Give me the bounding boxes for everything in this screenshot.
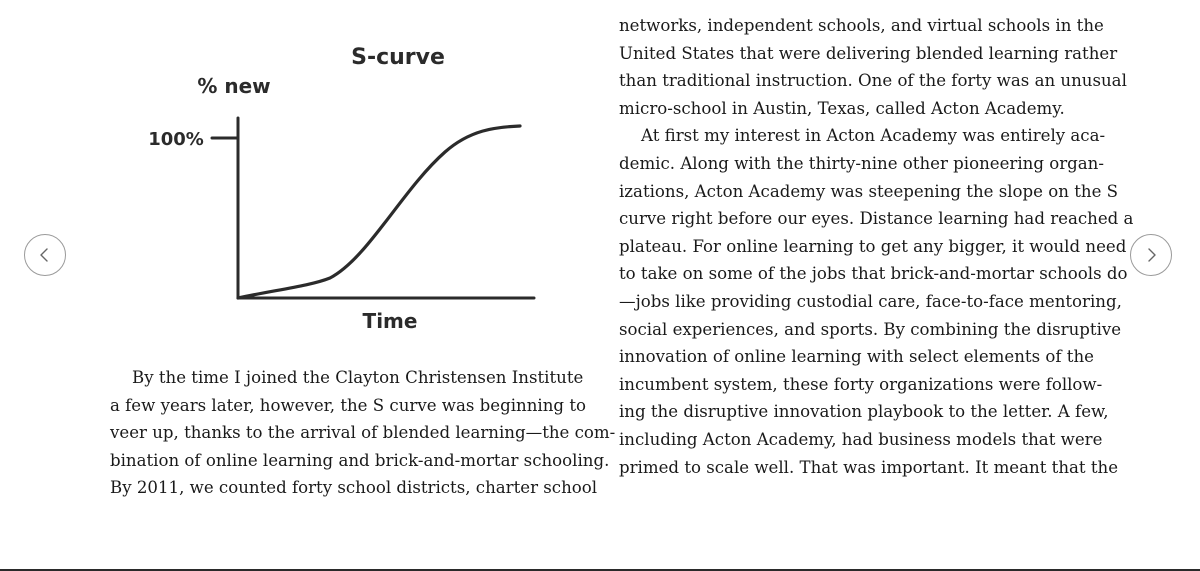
text-line: incumbent system, these forty organizations were follow- [619, 374, 1103, 394]
paragraph [110, 364, 616, 502]
chevron-right-icon [1143, 247, 1159, 263]
text-line: curve right before our eyes. Distance learning had reached a [619, 209, 1134, 229]
text-line: izations, Acton Academy was steepening the slope on the S [619, 181, 1119, 201]
text-line: ing the disruptive innovation playbook to the letter. A few, [619, 402, 1109, 422]
next-page-button[interactable] [1130, 234, 1172, 276]
s-curve-line [238, 126, 520, 298]
s-curve-figure [140, 30, 560, 340]
text-line: bination of online learning and brick-and-mortar schooling. [110, 450, 610, 470]
text-line: At first my interest in Acton Academy was entirely aca- [641, 126, 1106, 146]
s-curve-illustration [140, 30, 560, 340]
text-line: innovation of online learning with select elements of the [619, 347, 1094, 367]
text-line: a few years later, however, the S curve was beginning to [110, 395, 586, 415]
chevron-left-icon [37, 247, 53, 263]
text-line: than traditional instruction. One of the forty was an unusual [619, 71, 1127, 91]
text-line: —jobs like providing custodial care, face-to-face mentoring, [619, 291, 1122, 311]
text-line: By 2011, we counted forty school districts, charter school [110, 478, 598, 498]
x-axis-label: Time [362, 309, 418, 333]
text-line: primed to scale well. That was important. It meant that the [619, 457, 1119, 477]
figure-title: S-curve [351, 45, 445, 70]
text-line: plateau. For online learning to get any bigger, it would need [619, 236, 1127, 256]
right-page-text [619, 12, 1134, 481]
text-line: demic. Along with the thirty-nine other pioneering organ- [619, 153, 1104, 173]
text-line: social experiences, and sports. By combining the disruptive [619, 319, 1122, 339]
previous-page-button[interactable] [24, 234, 66, 276]
paragraph [619, 122, 1134, 481]
text-line: networks, independent schools, and virtual schools in the [619, 16, 1104, 35]
left-page-text [110, 364, 616, 502]
text-line: veer up, thanks to the arrival of blended learning—the com- [110, 423, 616, 443]
text-line: By the time I joined the Clayton Christensen Institute [132, 368, 584, 387]
text-line: micro-school in Austin, Texas, called Acton Academy. [619, 98, 1065, 118]
y-tick-label: 100% [148, 129, 204, 150]
text-line: to take on some of the jobs that brick-and-mortar schools do [619, 264, 1128, 284]
y-axis-label: % new [197, 74, 271, 98]
text-line: including Acton Academy, had business models that were [619, 429, 1103, 449]
paragraph [619, 12, 1127, 122]
text-line: United States that were delivering blended learning rather [619, 43, 1118, 63]
